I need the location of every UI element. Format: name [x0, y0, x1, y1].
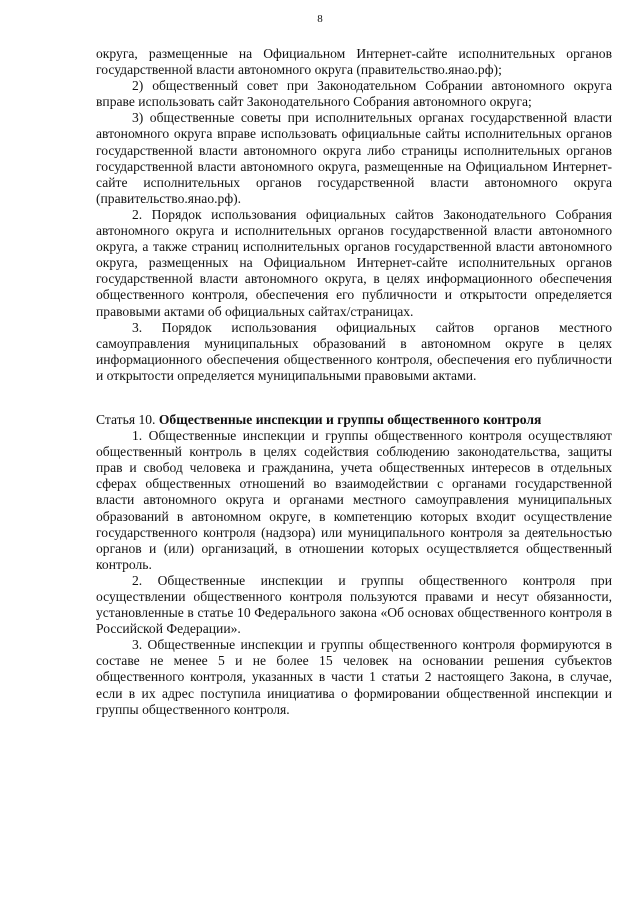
article-paragraph-1: 1. Общественные инспекции и группы общественного контроля осуществляют общественный контроль в целях содействия соблюдению законодательства, защиты прав и свобод человека и гражданина, учета общественных интересов в отдельных сферах общественных отношений во взаимодействии с органами государственной власти автономного округа и органами местного самоуправления муниципальных образований в автономном округе, в компетенцию которых входит осуществление государственного контроля (надзора) или муниципального контроля за деятельностью органов и (или) организаций, в отношении которых осуществляется общественный контроль. [96, 428, 612, 572]
article-paragraph-3: 3. Общественные инспекции и группы общественного контроля формируются в составе не менее 5 и не более 15 человек на основании решения субъектов общественного контроля, указанных в части 1 статьи 2 настоящего Закона, в случае, если в их адрес поступила инициатива о формировании общественной инспекции и группы общественного контроля. [96, 637, 612, 717]
article-title: Общественные инспекции и группы общественного контроля [158, 411, 542, 427]
paragraph-item-2: 2) общественный совет при Законодательном Собрании автономного округа вправе использовать сайт Законодательного Собрания автономного округа; [96, 78, 612, 110]
document-body [96, 46, 612, 718]
paragraph-item-3: 3) общественные советы при исполнительных органах государственной власти автономного округа вправе использовать официальные сайты исполнительных органов государственной власти автономного округа либо страницы исполнительных органов государственной власти автономного округа, размещенные на Официальном Интернет-сайте исполнительных органов государственной власти автономного округа (правительство.янао.рф). [96, 110, 612, 206]
paragraph-section-3: 3. Порядок использования официальных сайтов органов местного самоуправления муниципальных образований в автономном округе в целях информационного обеспечения общественного контроля, обеспечения его публичности и открытости определяется муниципальными правовыми актами. [96, 319, 612, 383]
paragraph-continuation: округа, размещенные на Официальном Интернет-сайте исполнительных органов государственной власти автономного округа (правительство.янао.рф); [96, 46, 612, 78]
paragraph-section-2: 2. Порядок использования официальных сайтов Законодательного Собрания автономного округа и исполнительных органов государственной власти автономного округа, а также страниц исполнительных органов государственной власти автономного округа, размещенных на Официальном Интернет-сайте исполнительных органов государственной власти автономного округа, в целях информационного обеспечения общественного контроля, обеспечения его публичности и открытости определяется правовыми актами об официальных сайтах/страницах. [96, 206, 612, 319]
article-paragraph-2: 2. Общественные инспекции и группы общественного контроля при осуществлении общественного контроля пользуются правами и несут обязанности, установленные в статье 10 Федерального закона «Об основах общественного контроля в Российской Федерации». [96, 572, 612, 637]
page-number: 8 [317, 13, 323, 25]
article-number: Статья 10. [96, 411, 159, 427]
article-heading [96, 412, 612, 428]
